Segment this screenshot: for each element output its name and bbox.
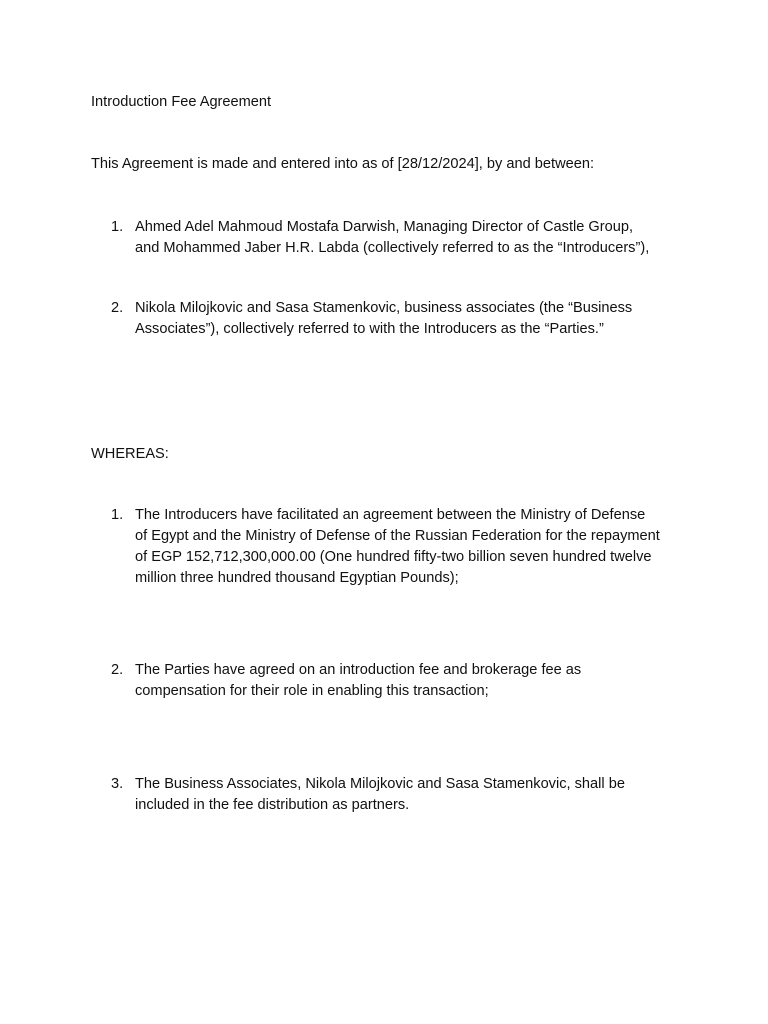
text-line: Associates”), collectively referred to with the Introducers as the “Parties.”	[135, 321, 604, 337]
list-item-text	[135, 217, 683, 259]
list-number: 3.	[111, 776, 124, 792]
list-number: 2.	[111, 662, 124, 678]
text-line: of Egypt and the Ministry of Defense of the Russian Federation for the repayment	[135, 528, 660, 544]
list-item-text	[135, 660, 683, 702]
text-line: included in the fee distribution as partners.	[135, 797, 410, 813]
intro-paragraph: This Agreement is made and entered into as of [28/12/2024], by and between:	[91, 156, 595, 172]
text-line: and Mohammed Jaber H.R. Labda (collectively referred to as the “Introducers”),	[135, 240, 650, 256]
list-number: 2.	[111, 300, 124, 316]
list-number: 1.	[111, 219, 124, 235]
text-line: compensation for their role in enabling this transaction;	[135, 683, 489, 699]
list-item-text	[135, 505, 683, 589]
text-line: Nikola Milojkovic and Sasa Stamenkovic, business associates (the “Business	[135, 300, 633, 316]
list-number: 1.	[111, 507, 124, 523]
whereas-heading: WHEREAS:	[91, 446, 169, 462]
text-line: Ahmed Adel Mahmoud Mostafa Darwish, Managing Director of Castle Group,	[135, 219, 634, 235]
text-line: The Parties have agreed on an introduction fee and brokerage fee as	[135, 662, 582, 678]
document-title: Introduction Fee Agreement	[91, 94, 272, 110]
text-line: The Introducers have facilitated an agreement between the Ministry of Defense	[135, 507, 646, 523]
text-line: of EGP 152,712,300,000.00 (One hundred fifty-two billion seven hundred twelve	[135, 549, 652, 565]
text-line: million three hundred thousand Egyptian Pounds);	[135, 570, 459, 586]
list-item-text	[135, 774, 683, 816]
list-item-text	[135, 298, 683, 340]
text-line: The Business Associates, Nikola Milojkovic and Sasa Stamenkovic, shall be	[135, 776, 625, 792]
